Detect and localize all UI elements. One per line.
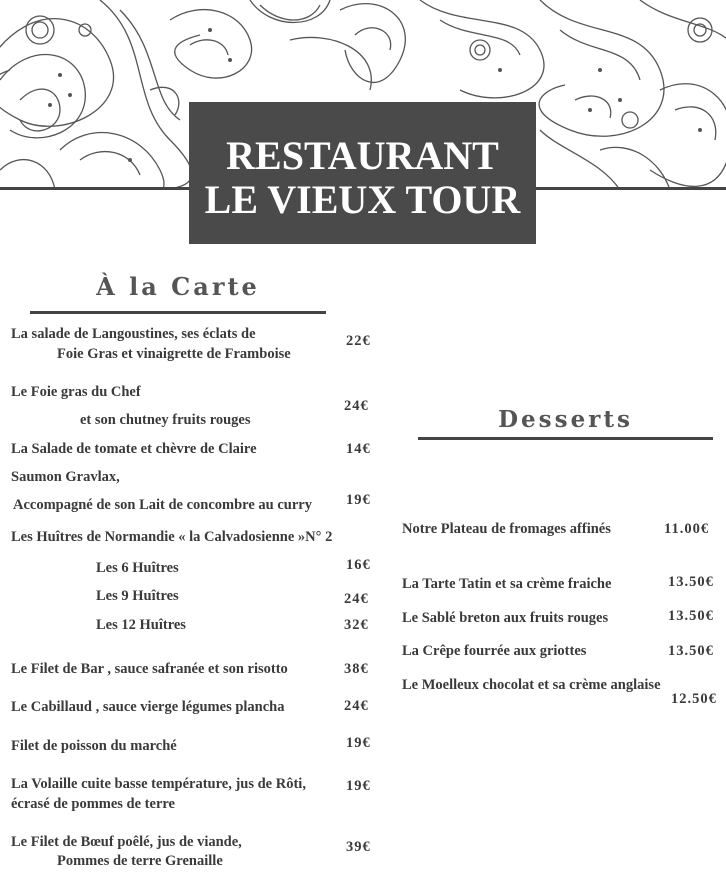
menu-price-saumon: 19€ <box>346 492 371 508</box>
menu-item-huitres: Les Huîtres de Normandie « la Calvadosienne »N° 2 <box>11 529 333 545</box>
menu-item-filet-boeuf: Le Filet de Bœuf poêlé, jus de viande, <box>11 834 242 850</box>
menu-price-salade-tomate: 14€ <box>346 441 371 457</box>
menu-price-langoustines: 22€ <box>346 333 371 349</box>
menu-item-filet-boeuf-detail: Pommes de terre Grenaille <box>57 853 223 869</box>
dessert-price-fromages: 11.00€ <box>664 521 710 537</box>
menu-item-foie-gras: Le Foie gras du Chef <box>11 384 141 400</box>
dessert-price-crepe: 13.50€ <box>668 643 714 659</box>
dessert-price-moelleux: 12.50€ <box>671 691 717 707</box>
menu-price-huitres-12: 32€ <box>344 617 369 633</box>
dessert-item-tarte-tatin: La Tarte Tatin et sa crème fraiche <box>402 576 612 592</box>
menu-item-salade-tomate: La Salade de tomate et chèvre de Claire <box>11 441 257 457</box>
menu-item-cabillaud: Le Cabillaud , sauce vierge légumes plancha <box>11 699 285 715</box>
menu-item-filet-bar: Le Filet de Bar , sauce safranée et son risotto <box>11 661 288 677</box>
menu-item-foie-gras-detail: et son chutney fruits rouges <box>80 412 251 428</box>
menu-item-huitres-6: Les 6 Huîtres <box>96 560 179 576</box>
menu-price-cabillaud: 24€ <box>344 698 369 714</box>
dessert-item-fromages: Notre Plateau de fromages affinés <box>402 521 611 537</box>
menu-item-saumon-detail: Accompagné de son Lait de concombre au curry <box>13 497 312 513</box>
menu-item-volaille-detail: écrasé de pommes de terre <box>11 796 175 812</box>
menu-item-huitres-12: Les 12 Huîtres <box>96 617 186 633</box>
menu-price-foie-gras: 24€ <box>344 398 369 414</box>
dessert-item-crepe: La Crêpe fourrée aux griottes <box>402 643 587 659</box>
menu-price-poisson-marche: 19€ <box>346 735 371 751</box>
carte-heading: À la Carte <box>96 272 260 301</box>
menu-price-volaille: 19€ <box>346 778 371 794</box>
menu-item-saumon: Saumon Gravlax, <box>11 469 120 485</box>
menu-item-volaille: La Volaille cuite basse température, jus de Rôti, <box>11 776 306 792</box>
menu-item-langoustines-detail: Foie Gras et vinaigrette de Framboise <box>57 346 291 362</box>
desserts-heading-rule <box>418 437 713 440</box>
restaurant-title-box <box>189 102 536 244</box>
dessert-item-sable-breton: Le Sablé breton aux fruits rouges <box>402 610 609 626</box>
dessert-price-tarte-tatin: 13.50€ <box>668 574 714 590</box>
menu-item-huitres-9: Les 9 Huîtres <box>96 588 179 604</box>
menu-item-poisson-marche: Filet de poisson du marché <box>11 738 177 754</box>
menu-price-huitres-9: 24€ <box>344 591 369 607</box>
desserts-heading: Desserts <box>498 406 633 433</box>
menu-price-huitres-6: 16€ <box>346 557 371 573</box>
restaurant-title-line2: LE VIEUX TOUR <box>204 177 521 222</box>
dessert-item-moelleux: Le Moelleux chocolat et sa crème anglaise <box>402 677 661 693</box>
menu-price-filet-boeuf: 39€ <box>346 839 371 855</box>
restaurant-title-line1: RESTAURANT <box>226 133 499 178</box>
dessert-price-sable-breton: 13.50€ <box>668 608 714 624</box>
menu-price-filet-bar: 38€ <box>344 661 369 677</box>
menu-item-langoustines: La salade de Langoustines, ses éclats de <box>11 326 256 342</box>
carte-heading-rule <box>30 311 326 314</box>
